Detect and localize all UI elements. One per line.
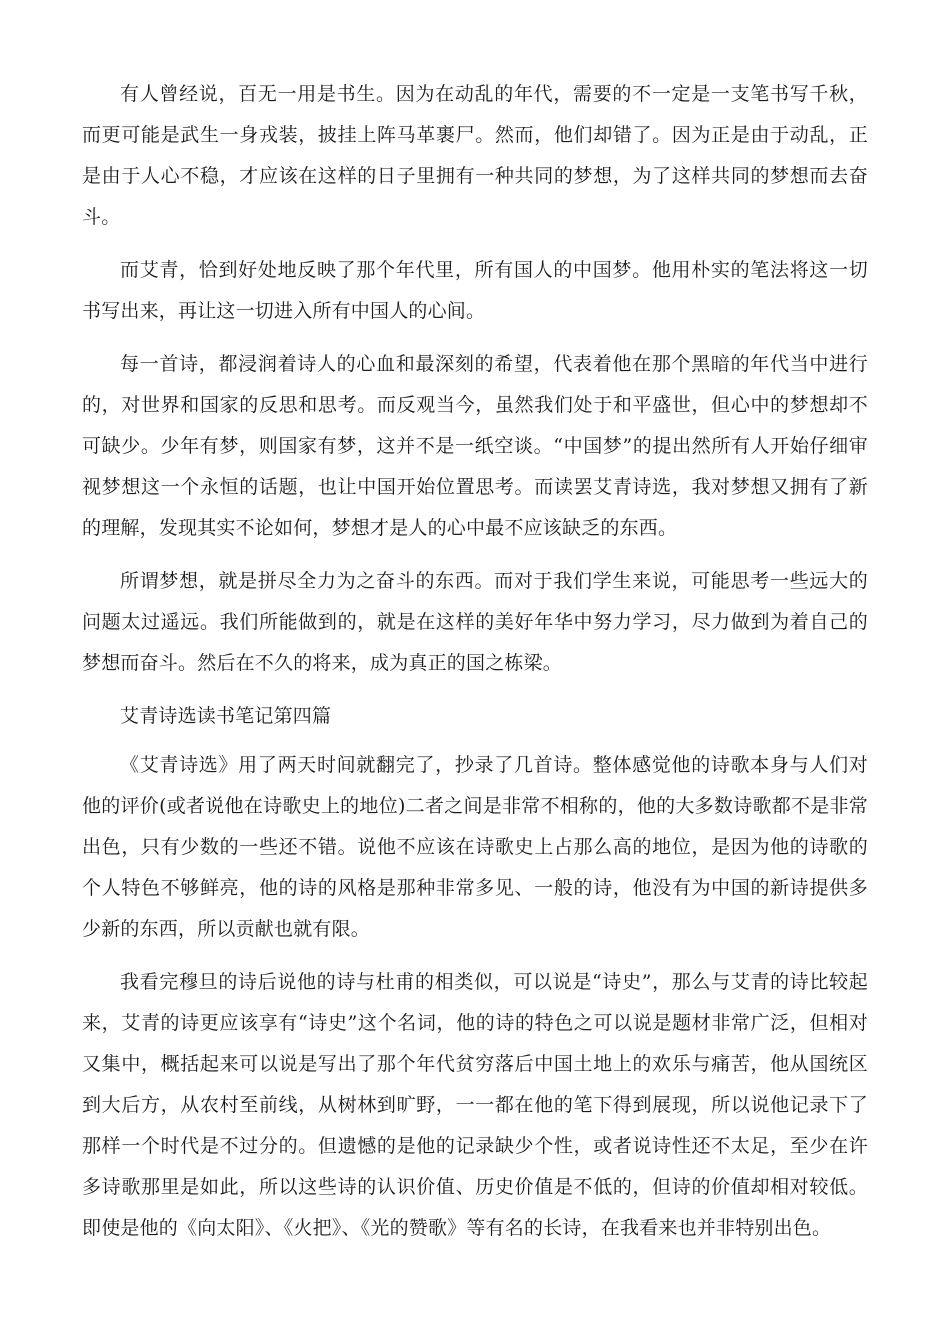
document-body (82, 74, 868, 1261)
paragraph: 每一首诗，都浸润着诗人的心血和最深刻的希望，代表着他在那个黑暗的年代当中进行的，对世界和国家的反思和思考。而反观当今，虽然我们处于和平盛世，但心中的梦想却不可缺少。少年有梦，则国家有梦，这并不是一纸空谈。“中国梦”的提出然所有人开始仔细审视梦想这一个永恒的话题，也让中国开始位置思考。而读罢艾青诗选，我对梦想又拥有了新的理解，发现其实不论如何，梦想才是人的心中最不应该缺乏的东西。 (82, 353, 868, 539)
paragraph: 而艾青，恰到好处地反映了那个年代里，所有国人的中国梦。他用朴实的笔法将这一切书写出来，再让这一切进入所有中国人的心间。 (82, 259, 868, 322)
paragraph: 《艾青诗选》用了两天时间就翻完了，抄录了几首诗。整体感觉他的诗歌本身与人们对他的评价(或者说他在诗歌史上的地位)二者之间是非常不相称的，他的大多数诗歌都不是非常出色，只有少数的一些还不错。说他不应该在诗歌史上占那么高的地位，是因为他的诗歌的个人特色不够鲜亮，他的诗的风格是那种非常多见、一般的诗，他没有为中国的新诗提供多少新的东西，所以贡献也就有限。 (82, 754, 868, 940)
section-heading: 艾青诗选读书笔记第四篇 (120, 705, 332, 727)
paragraph: 有人曾经说，百无一用是书生。因为在动乱的年代，需要的不一定是一支笔书写千秋，而更可能是武生一身戎装，披挂上阵马革裹尸。然而，他们却错了。因为正是由于动乱，正是由于人心不稳，才应该在这样的日子里拥有一种共同的梦想，为了这样共同的梦想而去奋斗。 (82, 83, 868, 228)
paragraph: 我看完穆旦的诗后说他的诗与杜甫的相类似，可以说是“诗史”，那么与艾青的诗比较起来，艾青的诗更应该享有“诗史”这个名词，他的诗的特色之可以说是题材非常广泛，但相对又集中，概括起来可以说是写出了那个年代贫穷落后中国土地上的欢乐与痛苦，他从国统区到大后方，从农村至前线，从树林到旷野，一一都在他的笔下得到展现，所以说他记录下了那样一个时代是不过分的。但遗憾的是他的记录缺少个性，或者说诗性还不太足，至少在许多诗歌那里是如此，所以这些诗的认识价值、历史价值是不低的，但诗的价值却相对较低。即使是他的《向太阳》、《火把》、《光的赞歌》等有名的长诗，在我看来也并非特别出色。 (82, 971, 868, 1239)
paragraph: 所谓梦想，就是拼尽全力为之奋斗的东西。而对于我们学生来说，可能思考一些远大的问题太过遥远。我们所能做到的，就是在这样的美好年华中努力学习，尽力做到为着自己的梦想而奋斗。然后在不久的将来，成为真正的国之栋梁。 (82, 570, 868, 674)
